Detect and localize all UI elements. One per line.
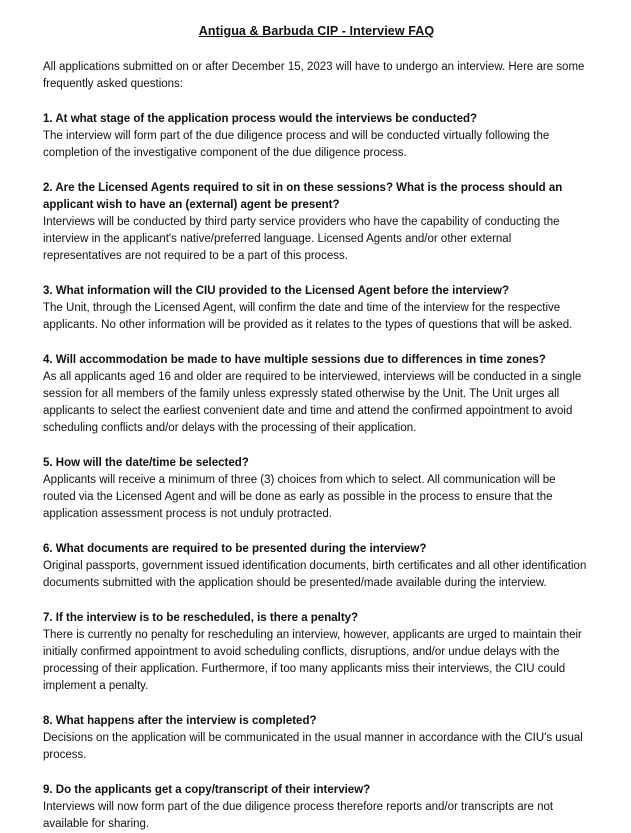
- page-title: Antigua & Barbuda CIP - Interview FAQ: [198, 24, 435, 38]
- faq-item: [43, 782, 590, 833]
- faq-item: [43, 541, 590, 592]
- faq-question: 2. Are the Licensed Agents required to sit in on these sessions? What is the process should an applicant wish to have an (external) agent be present?: [43, 182, 563, 211]
- faq-answer: Applicants will receive a minimum of three (3) choices from which to select. All communication will be routed via the Licensed Agent and will be done as early as possible in the process to ensure that the application assessment process is not unduly protracted.: [43, 474, 556, 520]
- faq-item: [43, 283, 590, 334]
- faq-question: 7. If the interview is to be rescheduled, is there a penalty?: [43, 612, 359, 624]
- faq-question: 5. How will the date/time be selected?: [43, 457, 249, 469]
- faq-item: [43, 713, 590, 764]
- faq-item: [43, 111, 590, 162]
- faq-answer: The Unit, through the Licensed Agent, will confirm the date and time of the interview for the respective applicants. No other information will be provided as it relates to the types of questions that will be asked.: [43, 302, 573, 331]
- faq-question: 3. What information will the CIU provided to the Licensed Agent before the interview?: [43, 285, 510, 297]
- faq-answer: As all applicants aged 16 and older are required to be interviewed, interviews will be conducted in a single session for all members of the family unless expressly stated otherwise by the Unit. The Unit urges all applicants to select the earliest convenient date and time and attend the confirmed appointment to avoid scheduling conflicts and/or delays with the processing of their application.: [43, 371, 582, 434]
- faq-answer: Original passports, government issued identification documents, birth certificates and all other identification documents submitted with the application should be presented/made available during the interview.: [43, 560, 587, 589]
- faq-answer: Decisions on the application will be communicated in the usual manner in accordance with the CIU's usual process.: [43, 732, 583, 761]
- faq-question: 4. Will accommodation be made to have multiple sessions due to differences in time zones?: [43, 354, 546, 366]
- faq-question: 8. What happens after the interview is completed?: [43, 715, 317, 727]
- faq-item: [43, 610, 590, 695]
- faq-item: [43, 455, 590, 523]
- faq-answer: There is currently no penalty for rescheduling an interview, however, applicants are urged to maintain their initially confirmed appointment to avoid scheduling conflicts, disruptions, and/or undue delays with the processing of their application. Furthermore, if too many applicants miss their interviews, the CIU could implement a penalty.: [43, 629, 582, 692]
- faq-answer: Interviews will now form part of the due diligence process therefore reports and/or transcripts are not available for sharing.: [43, 801, 554, 830]
- faq-question: 1. At what stage of the application process would the interviews be conducted?: [43, 113, 478, 125]
- intro-paragraph: All applications submitted on or after December 15, 2023 will have to undergo an interview. Here are some frequently asked questions:: [43, 61, 585, 90]
- faq-question: 9. Do the applicants get a copy/transcript of their interview?: [43, 784, 371, 796]
- faq-answer: Interviews will be conducted by third party service providers who have the capability of conducting the interview in the applicant's native/preferred language. Licensed Agents and/or other external representatives are not required to be a part of this process.: [43, 216, 560, 262]
- faq-question: 6. What documents are required to be presented during the interview?: [43, 543, 427, 555]
- faq-item: [43, 352, 590, 437]
- faq-item: [43, 180, 590, 265]
- faq-answer: The interview will form part of the due diligence process and will be conducted virtually following the completion of the investigative component of the due diligence process.: [43, 130, 550, 159]
